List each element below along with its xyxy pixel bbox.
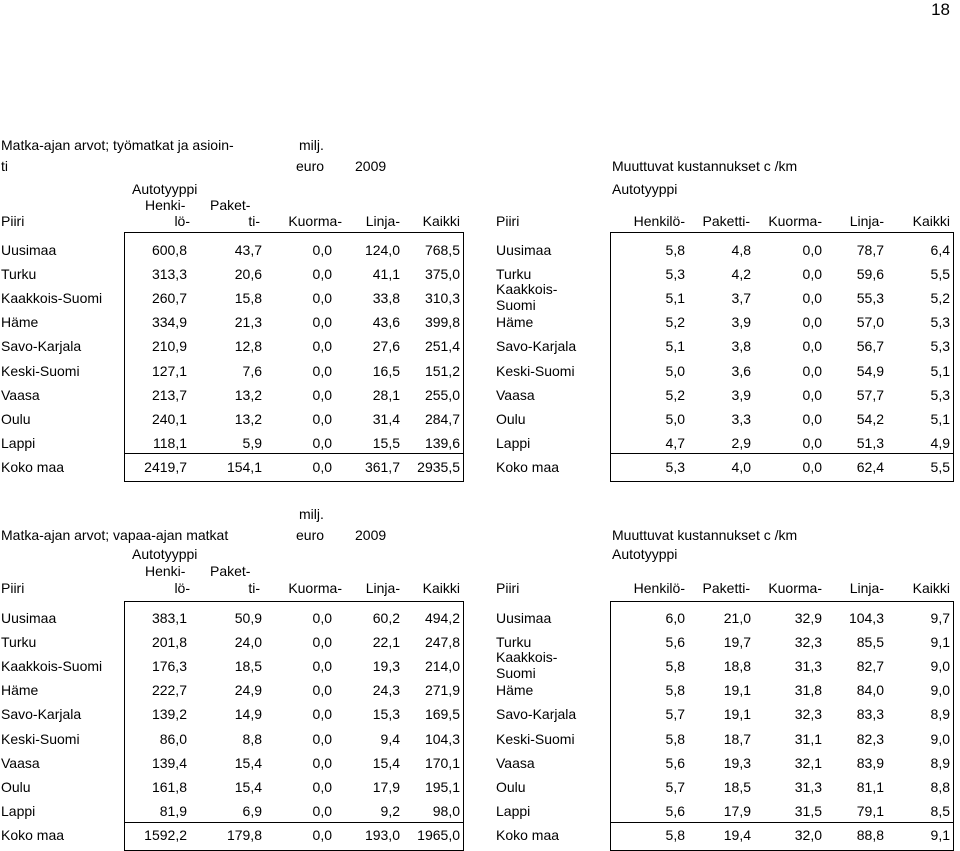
row-region-label: Vaasa: [1, 386, 40, 403]
row-region-label: Turku: [1, 266, 37, 283]
cell-kuorma: 0,0: [312, 386, 332, 403]
cell-kaikki: 151,2: [424, 362, 460, 379]
row-region-label: Lappi: [1, 802, 36, 819]
cell-paketti: 5,9: [242, 434, 262, 451]
cell-kuorma: 0,0: [802, 458, 822, 475]
cell-linja: 15,5: [372, 434, 400, 451]
row-region-label: Uusimaa: [1, 242, 57, 258]
cell-henkilo: 5,7: [665, 706, 685, 723]
cell-henkilo: 5,6: [665, 754, 685, 771]
cell-linja: 9,4: [380, 730, 400, 747]
cell-kaikki: 271,9: [424, 682, 460, 699]
cell-kuorma: 32,3: [794, 706, 822, 723]
cell-kuorma: 32,0: [794, 826, 822, 843]
cell-linja: 361,7: [364, 458, 400, 475]
cell-paketti: 3,8: [731, 338, 751, 355]
header-henkilo-1: Henki-: [145, 197, 186, 213]
header-linja: Linja-: [365, 213, 400, 229]
row-region-label-part2: Suomi: [496, 665, 536, 682]
cell-kuorma: 0,0: [312, 458, 332, 475]
cell-kaikki: 399,8: [424, 314, 460, 331]
cell-kuorma: 0,0: [312, 410, 332, 427]
row-region-label: Lappi: [496, 802, 531, 819]
cell-paketti: 8,8: [242, 730, 262, 747]
row-region-label: Oulu: [1, 778, 31, 795]
cell-henkilo: 5,1: [665, 290, 685, 307]
cell-linja: 51,3: [856, 434, 884, 451]
row-region-label: Lappi: [496, 434, 531, 451]
cell-paketti: 15,8: [234, 290, 262, 307]
cell-linja: 43,6: [372, 314, 400, 331]
cell-henkilo: 139,2: [151, 706, 187, 723]
row-region-label: Oulu: [496, 778, 526, 795]
cell-kaikki: 247,8: [424, 634, 460, 651]
header-piiri: Piiri: [1, 580, 25, 596]
cell-linja: 83,3: [856, 706, 884, 723]
header-paketti-1: Paket-: [210, 563, 251, 579]
cell-linja: 79,1: [856, 802, 884, 819]
cell-kuorma: 0,0: [312, 754, 332, 771]
cell-kaikki: 9,0: [930, 658, 950, 675]
cell-henkilo: 127,1: [151, 362, 187, 379]
cell-paketti: 18,8: [723, 658, 751, 675]
row-region-label: Koko maa: [1, 458, 65, 475]
header-kuorma-right: Kuorma-: [768, 213, 822, 229]
header-kaikki-right: Kaikki: [912, 213, 950, 229]
right-section-title: Muuttuvat kustannukset c /km: [612, 527, 798, 543]
row-region-label: Savo-Karjala: [1, 706, 82, 723]
row-region-label-part1: Kaakkois-: [496, 649, 558, 666]
header-kaikki-right: Kaikki: [912, 580, 950, 596]
cell-kaikki: 768,5: [424, 242, 460, 258]
cell-kaikki: 251,4: [424, 338, 460, 355]
header-kuorma: Kuorma-: [288, 213, 342, 229]
row-region-label: Turku: [1, 634, 37, 651]
header-linja-right: Linja-: [849, 580, 884, 596]
section-title-line1: Matka-ajan arvot; työmatkat ja asioin-: [1, 137, 234, 153]
row-region-label-part1: Kaakkois-: [496, 281, 558, 298]
cell-kaikki: 9,0: [930, 730, 950, 747]
cell-paketti: 15,4: [234, 778, 262, 795]
cell-paketti: 3,7: [731, 290, 751, 307]
cell-paketti: 7,6: [242, 362, 262, 379]
cell-henkilo: 5,7: [665, 778, 685, 795]
cell-henkilo: 210,9: [151, 338, 187, 355]
cell-kuorma: 0,0: [312, 338, 332, 355]
cell-henkilo: 81,9: [159, 802, 187, 819]
row-region-label: Koko maa: [496, 458, 560, 475]
cell-kuorma: 0,0: [312, 802, 332, 819]
cell-kaikki: 9,1: [930, 826, 950, 843]
cell-kaikki: 255,0: [424, 386, 460, 403]
cell-linja: 15,3: [372, 706, 400, 723]
cell-kaikki: 169,5: [424, 706, 460, 723]
cell-linja: 33,8: [372, 290, 400, 307]
row-region-label: Oulu: [496, 410, 526, 427]
unit-label-line2: euro: [296, 527, 325, 543]
cell-henkilo: 4,7: [665, 434, 685, 451]
cell-henkilo: 6,0: [665, 610, 685, 626]
header-piiri-right: Piiri: [496, 213, 520, 229]
cell-paketti: 13,2: [234, 386, 262, 403]
cell-henkilo: 86,0: [159, 730, 187, 747]
cell-linja: 85,5: [856, 634, 884, 651]
row-region-label: Turku: [496, 634, 532, 651]
cell-linja: 83,9: [856, 754, 884, 771]
row-region-label: Savo-Karjala: [496, 706, 577, 723]
cell-kuorma: 32,3: [794, 634, 822, 651]
cell-kaikki: 5,5: [930, 458, 950, 475]
header-henkilo-1: Henki-: [145, 563, 186, 579]
cell-paketti: 19,3: [723, 754, 751, 771]
left-group-label: Autotyyppi: [132, 181, 198, 197]
cell-linja: 78,7: [856, 242, 884, 258]
cell-paketti: 19,1: [723, 706, 751, 723]
cell-kuorma: 0,0: [802, 266, 822, 283]
cell-kuorma: 0,0: [312, 778, 332, 795]
cell-kuorma: 31,3: [794, 778, 822, 795]
row-region-label: Keski-Suomi: [496, 362, 575, 379]
cell-henkilo: 5,6: [665, 802, 685, 819]
cell-kuorma: 0,0: [312, 610, 332, 626]
row-region-label: Lappi: [1, 434, 36, 451]
cell-paketti: 18,5: [723, 778, 751, 795]
row-region-label: Häme: [1, 314, 39, 331]
cell-paketti: 43,7: [234, 242, 262, 258]
cell-kaikki: 214,0: [424, 658, 460, 675]
cell-henkilo: 5,8: [665, 242, 685, 258]
row-region-label: Kaakkois-Suomi: [1, 658, 103, 675]
row-region-label: Oulu: [1, 410, 31, 427]
cell-kaikki: 170,1: [424, 754, 460, 771]
cell-kaikki: 139,6: [424, 434, 460, 451]
header-kaikki: Kaikki: [422, 580, 460, 596]
right-group-label: Autotyyppi: [612, 546, 678, 562]
section-title-line2: ti: [1, 158, 8, 174]
row-region-label: Savo-Karjala: [496, 338, 577, 355]
cell-henkilo: 5,2: [665, 314, 685, 331]
cell-linja: 54,9: [856, 362, 884, 379]
row-region-label: Koko maa: [1, 826, 65, 843]
cell-kaikki: 5,1: [930, 410, 950, 427]
cell-kaikki: 310,3: [424, 290, 460, 307]
row-region-label: Keski-Suomi: [496, 730, 575, 747]
header-paketti-1: Paket-: [210, 197, 251, 213]
cell-henkilo: 334,9: [151, 314, 187, 331]
right-total-separator: [610, 822, 954, 823]
row-region-label: Kaakkois-Suomi: [1, 290, 103, 307]
cell-kaikki: 8,5: [930, 802, 950, 819]
cell-linja: 56,7: [856, 338, 884, 355]
cell-linja: 59,6: [856, 266, 884, 283]
cell-kuorma: 31,1: [794, 730, 822, 747]
header-henkilo: Henkilö-: [633, 213, 685, 229]
cell-paketti: 2,9: [731, 434, 751, 451]
row-region-label: Vaasa: [496, 386, 535, 403]
cell-paketti: 3,9: [731, 314, 751, 331]
cell-henkilo: 5,0: [665, 410, 685, 427]
cell-kaikki: 98,0: [432, 802, 460, 819]
header-henkilo-2: lö-: [174, 580, 190, 596]
cell-henkilo: 260,7: [151, 290, 187, 307]
header-paketti: Paketti-: [702, 580, 750, 596]
cell-kuorma: 0,0: [312, 682, 332, 699]
cell-linja: 41,1: [372, 266, 400, 283]
row-region-label: Häme: [496, 314, 534, 331]
cell-linja: 124,0: [364, 242, 400, 258]
cell-kaikki: 104,3: [424, 730, 460, 747]
page-number: 18: [931, 0, 950, 19]
cell-henkilo: 5,3: [665, 266, 685, 283]
cell-kuorma: 0,0: [802, 338, 822, 355]
cell-linja: 60,2: [372, 610, 400, 626]
row-region-label: Uusimaa: [496, 242, 552, 258]
cell-henkilo: 5,6: [665, 634, 685, 651]
cell-henkilo: 2419,7: [144, 458, 187, 475]
row-region-label: Vaasa: [1, 754, 40, 771]
cell-henkilo: 5,0: [665, 362, 685, 379]
cell-henkilo: 5,8: [665, 682, 685, 699]
cell-linja: 22,1: [372, 634, 400, 651]
cell-kaikki: 6,4: [930, 242, 950, 258]
header-paketti-2: ti-: [248, 580, 260, 596]
cell-henkilo: 161,8: [151, 778, 187, 795]
cell-paketti: 13,2: [234, 410, 262, 427]
cell-linja: 17,9: [372, 778, 400, 795]
cell-kuorma: 0,0: [802, 290, 822, 307]
cell-kaikki: 9,7: [930, 610, 950, 626]
cell-kuorma: 0,0: [312, 362, 332, 379]
cell-kuorma: 0,0: [312, 434, 332, 451]
cell-linja: 57,0: [856, 314, 884, 331]
cell-paketti: 20,6: [234, 266, 262, 283]
header-henkilo-2: lö-: [174, 213, 190, 229]
cell-paketti: 21,3: [234, 314, 262, 331]
cell-linja: 16,5: [372, 362, 400, 379]
cell-paketti: 19,7: [723, 634, 751, 651]
row-region-label: Savo-Karjala: [1, 338, 82, 355]
cell-henkilo: 139,4: [151, 754, 187, 771]
cell-kuorma: 31,8: [794, 682, 822, 699]
cell-linja: 82,7: [856, 658, 884, 675]
header-kuorma-right: Kuorma-: [768, 580, 822, 596]
cell-kuorma: 0,0: [802, 242, 822, 258]
cell-henkilo: 313,3: [151, 266, 187, 283]
left-group-label: Autotyyppi: [132, 546, 198, 562]
right-section-title: Muuttuvat kustannukset c /km: [612, 158, 798, 174]
cell-kaikki: 1965,0: [417, 826, 460, 843]
cell-henkilo: 5,8: [665, 730, 685, 747]
cell-kuorma: 0,0: [312, 290, 332, 307]
row-region-label: Vaasa: [496, 754, 535, 771]
cell-kuorma: 0,0: [312, 730, 332, 747]
cell-kuorma: 0,0: [802, 386, 822, 403]
cell-paketti: 3,9: [731, 386, 751, 403]
cell-kaikki: 2935,5: [417, 458, 460, 475]
row-region-label: Koko maa: [496, 826, 560, 843]
header-kaikki: Kaikki: [422, 213, 460, 229]
cell-henkilo: 118,1: [153, 434, 187, 451]
cell-paketti: 21,0: [723, 610, 751, 626]
cell-paketti: 14,9: [234, 706, 262, 723]
cell-kaikki: 4,9: [930, 434, 950, 451]
row-region-label: Uusimaa: [496, 610, 552, 626]
year-label: 2009: [355, 158, 387, 174]
cell-kaikki: 5,3: [930, 386, 950, 403]
row-region-label-part2: Suomi: [496, 297, 536, 314]
cell-kuorma: 31,5: [794, 802, 822, 819]
cell-kuorma: 0,0: [802, 434, 822, 451]
cell-kaikki: 284,7: [424, 410, 460, 427]
cell-kuorma: 32,9: [794, 610, 822, 626]
cell-kuorma: 0,0: [802, 410, 822, 427]
cell-linja: 28,1: [372, 386, 400, 403]
header-piiri: Piiri: [1, 213, 25, 229]
cell-kaikki: 8,9: [930, 706, 950, 723]
year-label: 2009: [355, 527, 387, 543]
cell-kuorma: 0,0: [312, 242, 332, 258]
cell-kuorma: 0,0: [312, 634, 332, 651]
row-region-label: Keski-Suomi: [1, 362, 80, 379]
header-henkilo: Henkilö-: [633, 580, 685, 596]
cell-kuorma: 0,0: [312, 826, 332, 843]
row-region-label: Turku: [496, 266, 532, 283]
cell-kaikki: 9,1: [930, 634, 950, 651]
cell-henkilo: 5,2: [665, 386, 685, 403]
cell-paketti: 154,1: [226, 458, 262, 475]
cell-henkilo: 5,3: [665, 458, 685, 475]
cell-linja: 24,3: [372, 682, 400, 699]
cell-linja: 9,2: [380, 802, 400, 819]
cell-paketti: 19,1: [723, 682, 751, 699]
row-region-label: Uusimaa: [1, 610, 57, 626]
cell-kaikki: 8,8: [930, 778, 950, 795]
header-kuorma: Kuorma-: [288, 580, 342, 596]
cell-paketti: 18,7: [723, 730, 751, 747]
cell-kaikki: 375,0: [424, 266, 460, 283]
section-title-line2: Matka-ajan arvot; vapaa-ajan matkat: [1, 527, 229, 543]
left-total-separator: [124, 822, 464, 823]
cell-kaikki: 494,2: [424, 610, 460, 626]
unit-label-line1: milj.: [299, 506, 324, 522]
cell-paketti: 4,2: [731, 266, 751, 283]
cell-paketti: 24,0: [234, 634, 262, 651]
cell-kaikki: 195,1: [424, 778, 460, 795]
cell-kuorma: 0,0: [312, 706, 332, 723]
cell-henkilo: 213,7: [151, 386, 187, 403]
cell-henkilo: 176,3: [151, 658, 187, 675]
cell-linja: 15,4: [372, 754, 400, 771]
left-total-separator: [124, 453, 464, 454]
cell-henkilo: 5,8: [665, 826, 685, 843]
cell-linja: 57,7: [856, 386, 884, 403]
cell-kuorma: 0,0: [312, 266, 332, 283]
cell-linja: 82,3: [856, 730, 884, 747]
cell-linja: 81,1: [856, 778, 884, 795]
cell-paketti: 4,8: [731, 242, 751, 258]
cell-kaikki: 5,3: [930, 314, 950, 331]
header-paketti-2: ti-: [248, 213, 260, 229]
unit-label-line1: milj.: [299, 137, 324, 153]
cell-paketti: 12,8: [234, 338, 262, 355]
header-paketti: Paketti-: [702, 213, 750, 229]
cell-kuorma: 0,0: [802, 362, 822, 379]
cell-henkilo: 222,7: [151, 682, 187, 699]
cell-henkilo: 240,1: [151, 410, 187, 427]
cell-linja: 62,4: [856, 458, 884, 475]
cell-kaikki: 5,1: [930, 362, 950, 379]
cell-linja: 193,0: [364, 826, 400, 843]
cell-kuorma: 0,0: [312, 658, 332, 675]
cell-paketti: 50,9: [234, 610, 262, 626]
cell-paketti: 179,8: [226, 826, 262, 843]
cell-linja: 27,6: [372, 338, 400, 355]
cell-linja: 19,3: [372, 658, 400, 675]
cell-paketti: 18,5: [234, 658, 262, 675]
cell-kaikki: 5,5: [930, 266, 950, 283]
right-total-separator: [610, 453, 954, 454]
cell-paketti: 3,3: [731, 410, 751, 427]
cell-linja: 104,3: [848, 610, 884, 626]
cell-linja: 84,0: [856, 682, 884, 699]
cell-kuorma: 32,1: [794, 754, 822, 771]
cell-linja: 31,4: [372, 410, 400, 427]
cell-paketti: 15,4: [234, 754, 262, 771]
cell-paketti: 17,9: [723, 802, 751, 819]
cell-paketti: 6,9: [242, 802, 262, 819]
cell-kaikki: 5,2: [930, 290, 950, 307]
cell-henkilo: 5,1: [665, 338, 685, 355]
cell-paketti: 24,9: [234, 682, 262, 699]
row-region-label: Häme: [1, 682, 39, 699]
cell-linja: 54,2: [856, 410, 884, 427]
header-piiri-right: Piiri: [496, 580, 520, 596]
cell-paketti: 3,6: [731, 362, 751, 379]
right-group-label: Autotyyppi: [612, 181, 678, 197]
cell-kaikki: 5,3: [930, 338, 950, 355]
cell-paketti: 4,0: [731, 458, 751, 475]
header-linja: Linja-: [365, 580, 400, 596]
header-linja-right: Linja-: [849, 213, 884, 229]
cell-kaikki: 9,0: [930, 682, 950, 699]
cell-kuorma: 0,0: [312, 314, 332, 331]
cell-linja: 55,3: [856, 290, 884, 307]
cell-henkilo: 1592,2: [144, 826, 187, 843]
cell-henkilo: 5,8: [665, 658, 685, 675]
cell-kuorma: 0,0: [802, 314, 822, 331]
cell-henkilo: 600,8: [151, 242, 187, 258]
cell-kaikki: 8,9: [930, 754, 950, 771]
cell-paketti: 19,4: [723, 826, 751, 843]
cell-henkilo: 201,8: [151, 634, 187, 651]
row-region-label: Häme: [496, 682, 534, 699]
cell-henkilo: 383,1: [151, 610, 187, 626]
cell-kuorma: 31,3: [794, 658, 822, 675]
unit-label-line2: euro: [296, 158, 325, 174]
cell-linja: 88,8: [856, 826, 884, 843]
row-region-label: Keski-Suomi: [1, 730, 80, 747]
